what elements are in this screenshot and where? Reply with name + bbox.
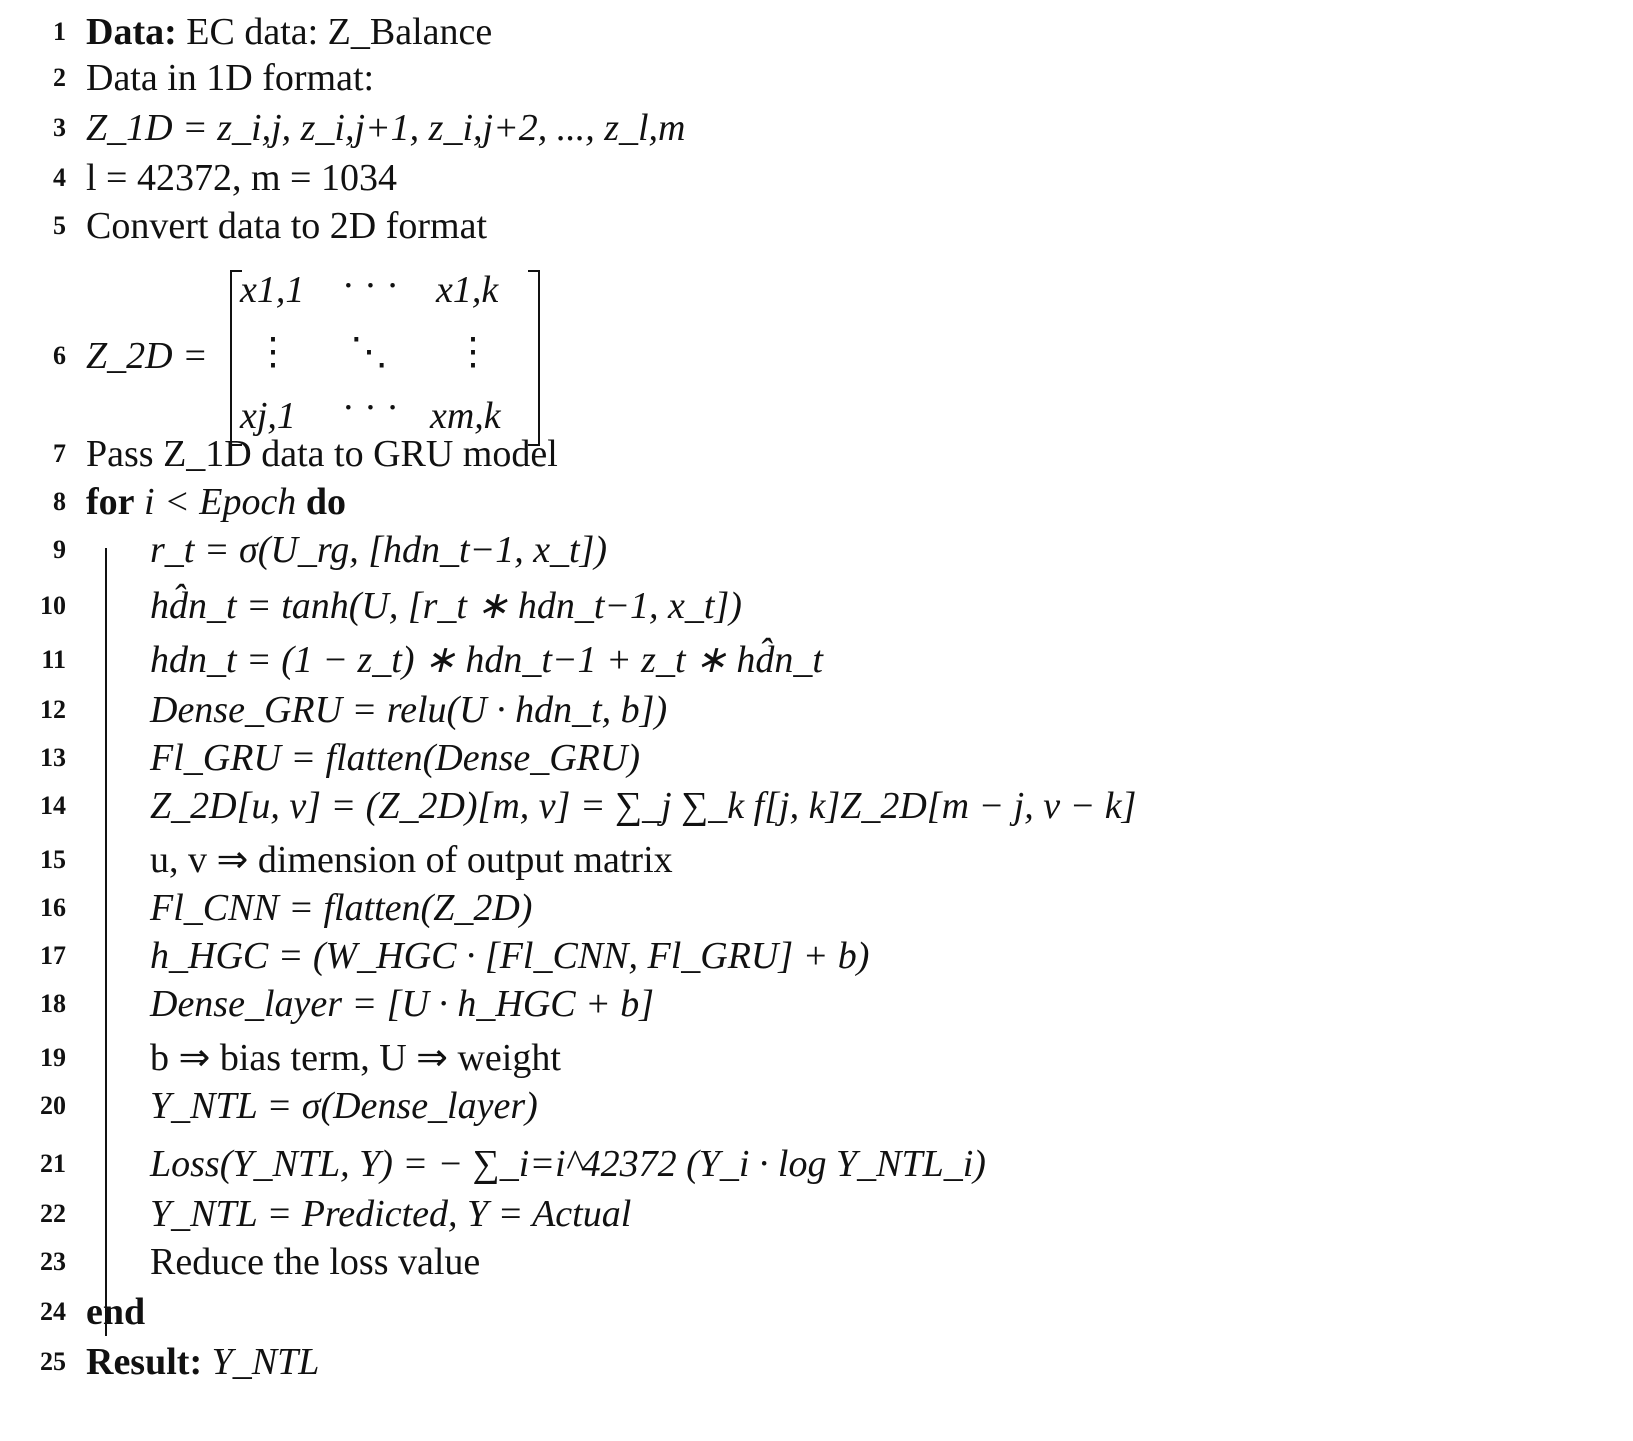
line-number: 17: [40, 941, 66, 970]
line-number: 3: [53, 113, 66, 142]
algo-line-7: [0, 428, 1600, 480]
line-number: 7: [53, 439, 66, 468]
line-number: 16: [40, 893, 66, 922]
algo-line-8: [0, 476, 1600, 528]
algo-line-14: [0, 780, 1600, 832]
algo-line-21: [0, 1138, 1600, 1190]
keyword: Result:: [86, 1341, 203, 1383]
z2d-matrix: [230, 265, 540, 444]
algo-line-13: [0, 732, 1600, 784]
line-text: Y_NTL = Predicted, Y = Actual: [150, 1193, 632, 1235]
algo-line-6: [0, 265, 1600, 446]
line-text: Dense_layer = [U · h_HGC + b]: [150, 983, 655, 1025]
line-text: l = 42372, m = 1034: [86, 157, 397, 199]
line-number: 21: [40, 1149, 66, 1178]
algo-line-4: [0, 152, 1600, 204]
matrix-cell: xm,k: [430, 395, 501, 437]
algo-line-16: [0, 882, 1600, 934]
line-number: 8: [53, 487, 66, 516]
line-number: 1: [53, 17, 66, 46]
line-number: 9: [53, 535, 66, 564]
line-text: Pass Z_1D data to GRU model: [86, 433, 558, 475]
line-number: 15: [40, 845, 66, 874]
algo-line-20: [0, 1080, 1600, 1132]
line-text: Z_1D = z_i,j, z_i,j+1, z_i,j+2, ..., z_l,m: [86, 107, 686, 149]
keyword: Data:: [86, 11, 177, 53]
keyword-do: do: [305, 481, 346, 523]
line-number: 4: [53, 163, 66, 192]
algo-line-9: [0, 524, 1600, 576]
matrix-cell: xj,1: [240, 395, 296, 437]
matrix-cell: x1,k: [436, 269, 499, 311]
line-number: 22: [40, 1199, 66, 1228]
line-text: Data in 1D format:: [86, 57, 375, 99]
line-text: b ⇒ bias term, U ⇒ weight: [150, 1037, 561, 1079]
line-text: Dense_GRU = relu(U · hdn_t, b]): [150, 689, 668, 731]
line-text: hdn_t = (1 − z_t) ∗ hdn_t−1 + z_t ∗ hd̂n_t: [150, 639, 823, 681]
line-number: 5: [53, 211, 66, 240]
algo-line-3: [0, 102, 1600, 154]
line-number: 23: [40, 1247, 66, 1276]
line-text: Reduce the loss value: [150, 1241, 481, 1283]
line-number: 10: [40, 591, 66, 620]
line-text: hd̂n_t = tanh(U, [r_t ∗ hdn_t−1, x_t]): [150, 585, 742, 627]
algo-line-2: [0, 52, 1600, 104]
line-content: [86, 1336, 319, 1388]
line-text: Loss(Y_NTL, Y) = − ∑_i=i^42372 (Y_i · log Y_NTL_i): [150, 1143, 986, 1185]
algo-line-24: [0, 1286, 1600, 1338]
matrix-right-bracket: [528, 270, 540, 446]
line-number: 2: [53, 63, 66, 92]
matrix-cell: ⋱: [350, 331, 388, 373]
line-text: Z_2D =: [86, 335, 208, 377]
line-text: Y_NTL: [202, 1341, 320, 1383]
algo-line-1: [0, 6, 1600, 58]
algo-line-25: [0, 1336, 1600, 1388]
algo-line-10: [0, 580, 1600, 632]
line-text: h_HGC = (W_HGC · [Fl_CNN, Fl_GRU] + b): [150, 935, 870, 977]
line-text: Z_2D[u, v] = (Z_2D)[m, v] = ∑_j ∑_k f[j, k]Z_2D[m − j, v − k]: [150, 785, 1137, 827]
line-text: Fl_GRU = flatten(Dense_GRU): [150, 737, 640, 779]
keyword-for: for: [86, 481, 135, 523]
algo-line-11: [0, 634, 1600, 686]
algo-line-19: [0, 1032, 1600, 1084]
algo-line-15: [0, 834, 1600, 886]
line-number: 6: [53, 341, 66, 370]
line-content: [86, 476, 346, 528]
line-text: u, v ⇒ dimension of output matrix: [150, 839, 673, 881]
matrix-cell: · · ·: [342, 265, 399, 307]
algo-line-17: [0, 930, 1600, 982]
keyword-end: end: [86, 1291, 146, 1333]
line-text: Convert data to 2D format: [86, 205, 488, 247]
line-number: 13: [40, 743, 66, 772]
line-text: i < Epoch: [134, 481, 306, 523]
algo-line-22: [0, 1188, 1600, 1240]
matrix-cell: x1,1: [240, 269, 305, 311]
line-text: Fl_CNN = flatten(Z_2D): [150, 887, 533, 929]
line-text: r_t = σ(U_rg, [hdn_t−1, x_t]): [150, 529, 608, 571]
line-number: 18: [40, 989, 66, 1018]
line-content: [86, 6, 492, 58]
algo-line-23: [0, 1236, 1600, 1288]
line-number: 20: [40, 1091, 66, 1120]
matrix-cell: ⋮: [254, 331, 292, 373]
algo-line-5: [0, 200, 1600, 252]
line-number: 25: [40, 1347, 66, 1376]
line-text: Y_NTL = σ(Dense_layer): [150, 1085, 538, 1127]
line-number: 12: [40, 695, 66, 724]
algo-line-18: [0, 978, 1600, 1030]
line-text: EC data: Z_Balance: [176, 11, 493, 53]
matrix-cell: ⋮: [454, 331, 492, 373]
algo-line-12: [0, 684, 1600, 736]
line-number: 11: [41, 645, 66, 674]
matrix-cell: · · ·: [342, 387, 399, 429]
line-number: 24: [40, 1297, 66, 1326]
line-number: 14: [40, 791, 66, 820]
line-number: 19: [40, 1043, 66, 1072]
